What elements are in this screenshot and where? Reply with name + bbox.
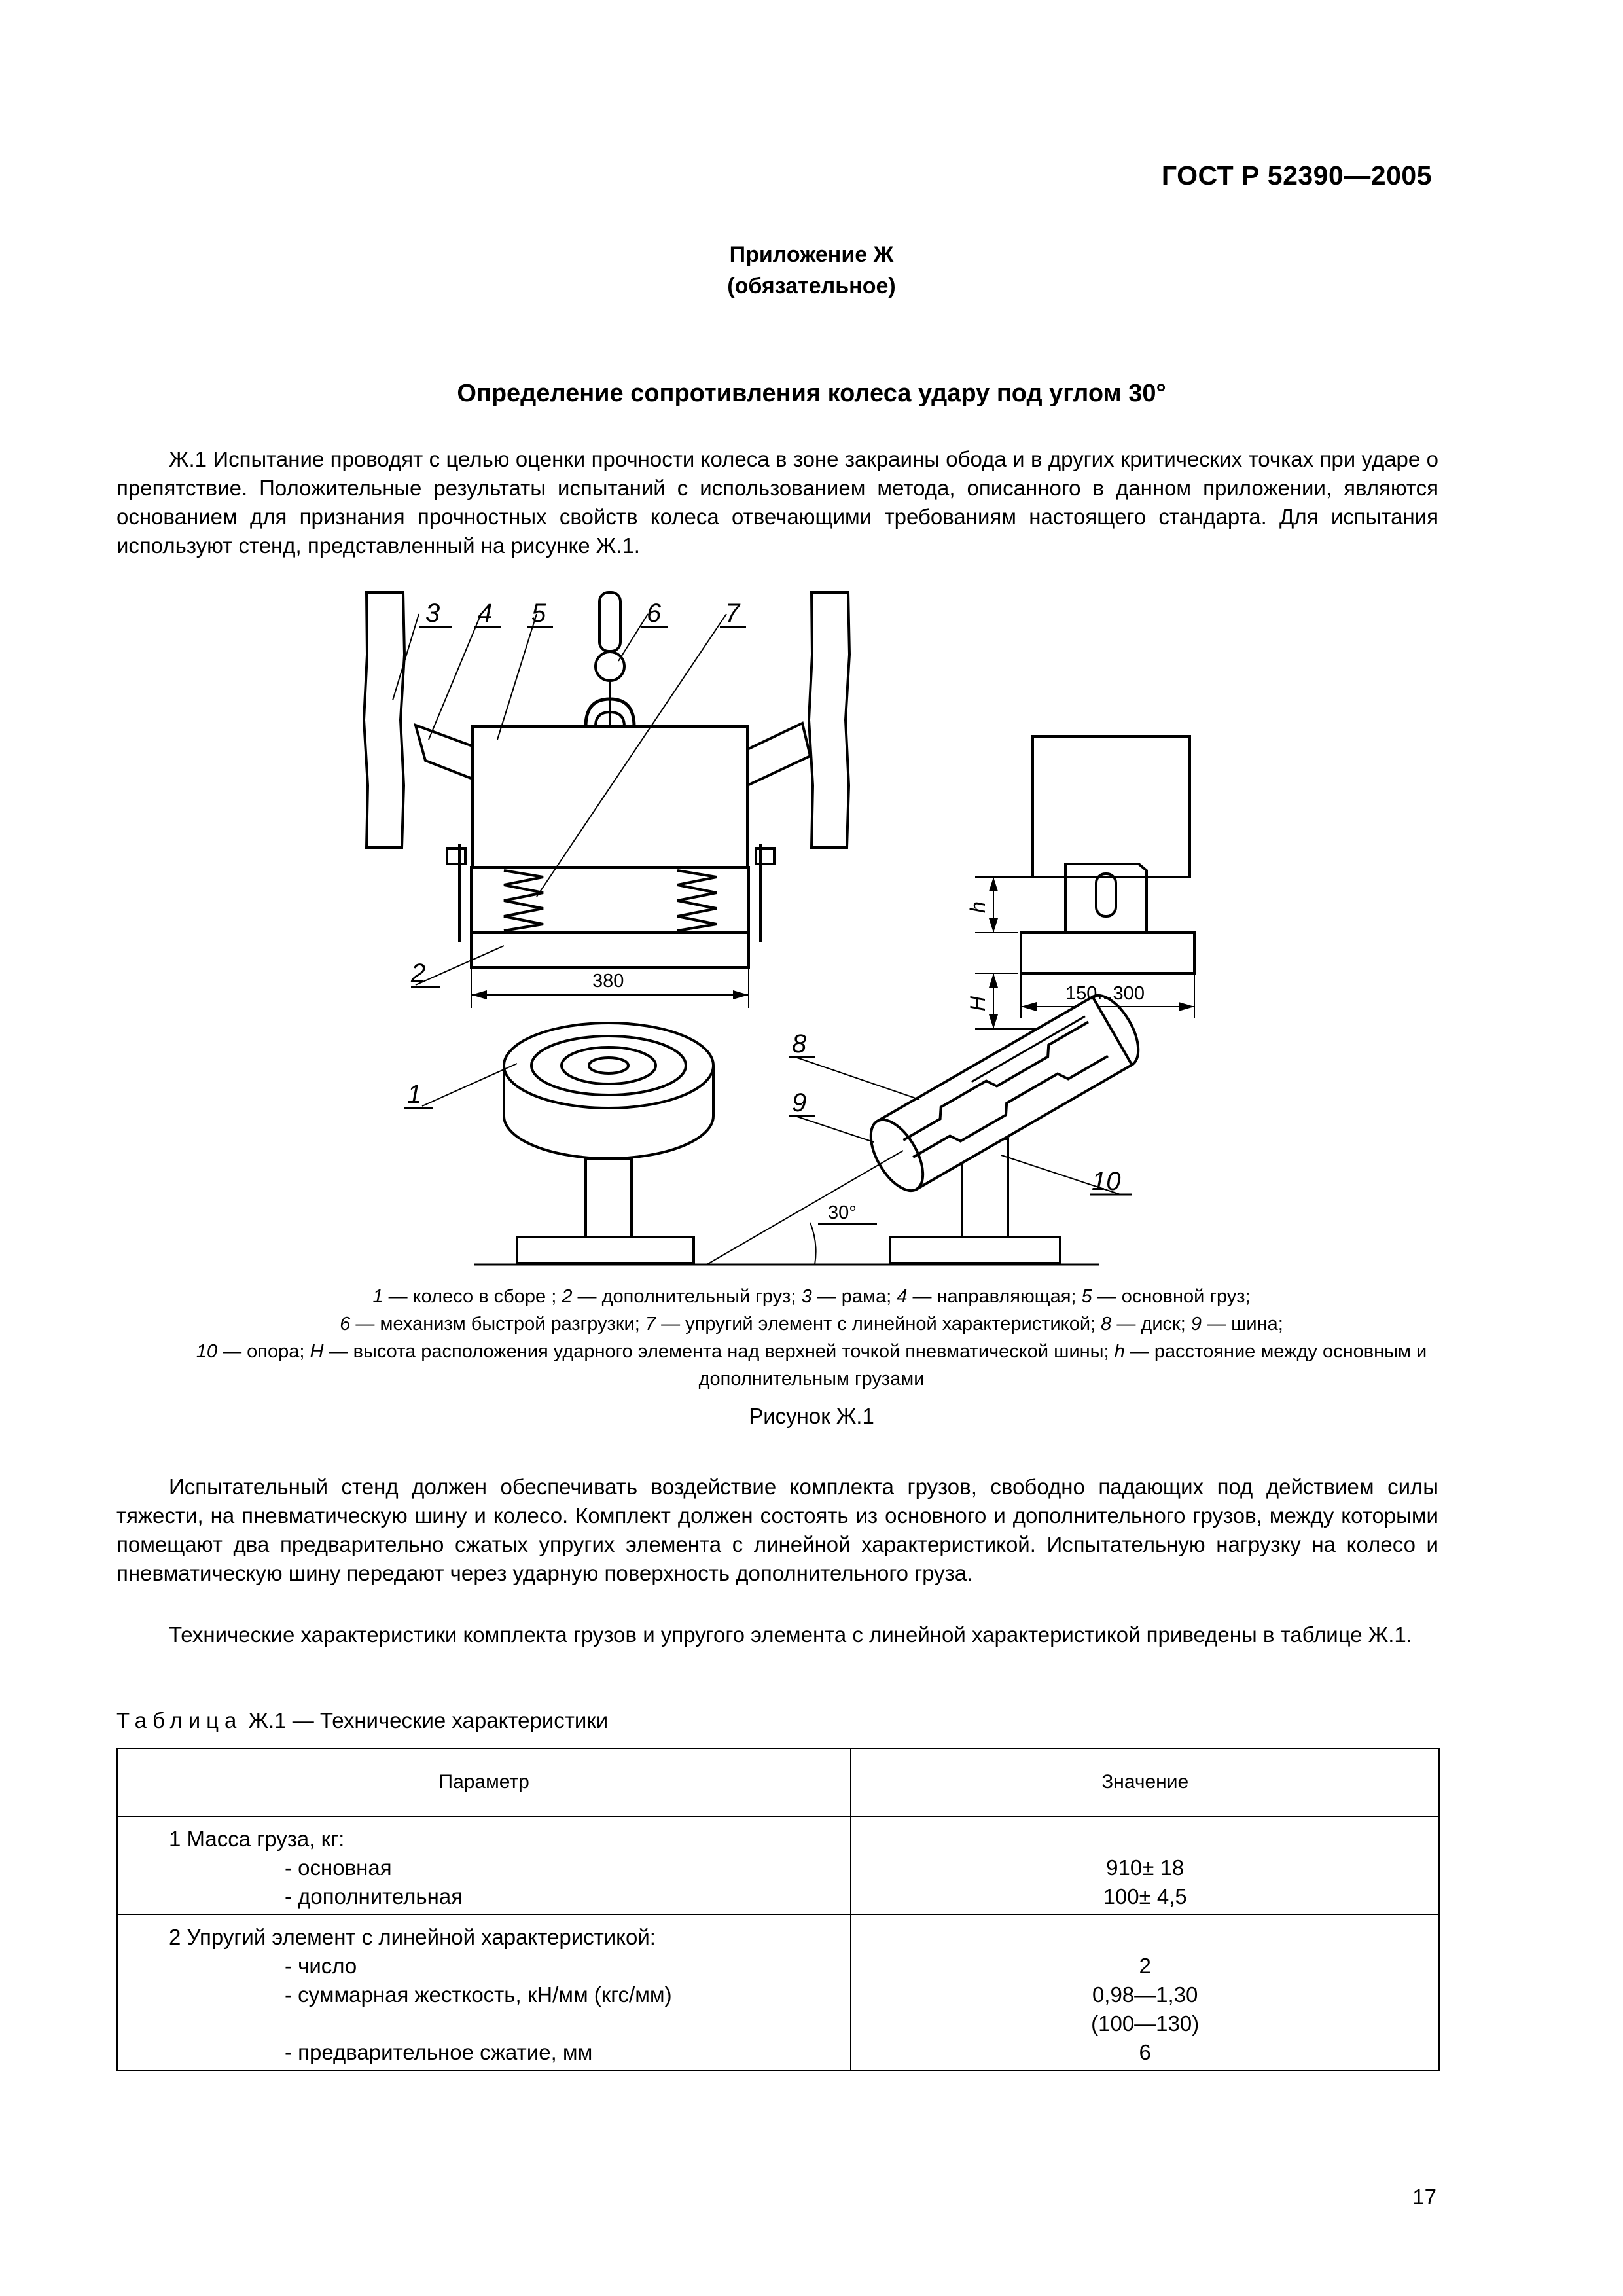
- spring-left: [504, 870, 543, 931]
- page-number: 17: [1412, 2185, 1436, 2209]
- appendix-title: Приложение Ж: [729, 242, 894, 267]
- guide-right: [747, 723, 810, 785]
- label-3: 3: [425, 599, 440, 628]
- spring-right: [677, 870, 717, 931]
- frame-left-column: [364, 592, 404, 848]
- table-title: Таблица Ж.1 — Технические характеристики: [116, 1708, 609, 1732]
- additional-weight: [471, 933, 749, 967]
- gost-code: ГОСТ Р 52390—2005: [1161, 160, 1432, 190]
- frame-right-column: [809, 592, 849, 848]
- guide-left: [416, 725, 473, 779]
- table-row: [117, 1914, 1439, 2070]
- row1-value: 910± 18 100± 4,5: [851, 1816, 1439, 1914]
- angle-30: 30°: [828, 1202, 857, 1223]
- figure-legend: 1 — колесо в сборе ; 2 — дополнительный груз; 3 — рама; 4 — направляющая; 5 — основной груз; 6 — механизм быстрой разгрузки; 7 — упругий элемент с линейной характеристикой; 8 — диск; 9 — шина; 10 — опора; H — высота расположения ударного элемента над верхней точкой пневматической шины; h — расстояние между основным и дополнительным грузами: [196, 1286, 1427, 1390]
- detail-additional-weight: [1021, 933, 1194, 973]
- label-8: 8: [792, 1030, 807, 1058]
- header-value: Значение: [851, 1748, 1439, 1816]
- label-9: 9: [792, 1088, 807, 1117]
- detail-main-weight: [1033, 736, 1190, 877]
- row1-param: 1 Масса груза, кг: - основная - дополнительная: [117, 1816, 851, 1914]
- dim-150-300: 150...300: [1065, 983, 1145, 1004]
- wheel-support-base: [517, 1237, 694, 1263]
- appendix-status: (обязательное): [727, 274, 896, 298]
- paragraph-2-text: Испытательный стенд должен обеспечивать воздействие комплекта грузов, свободно падающих под действием силы тяжести, на пневматическую шину и колесо. Комплект должен состоять из основного и дополнительного грузов, между которыми помещают два предварительно сжатых упругих элемента с линейной характеристикой. Испытательную нагрузку на колесо и пневматическую шину передают через ударную поверхность дополнительного груза.: [116, 1475, 1438, 1585]
- label-7: 7: [725, 599, 740, 628]
- dim-h-label: h: [966, 901, 990, 913]
- label-4: 4: [478, 599, 493, 628]
- spec-table: [116, 1748, 1440, 2071]
- label-6: 6: [647, 599, 662, 628]
- label-2: 2: [411, 959, 426, 988]
- table-row: [117, 1816, 1439, 1914]
- impact-support-base: [890, 1237, 1060, 1263]
- label-1: 1: [407, 1080, 422, 1109]
- paragraph-2: [116, 1473, 1438, 1588]
- label-10: 10: [1092, 1167, 1121, 1196]
- row2-value: 2 0,98—1,30 (100—130) 6: [851, 1914, 1439, 2070]
- dim-380: 380: [592, 971, 624, 992]
- header-param: Параметр: [117, 1748, 851, 1816]
- label-5: 5: [531, 599, 546, 628]
- wheel-tire: [504, 1066, 713, 1158]
- paragraph-1-text: Ж.1 Испытание проводят с целью оценки прочности колеса в зоне закраины обода и в других критических точках при ударе о препятствие. Положительные результаты испытаний с использованием метода, описанного в данном приложении, являются основанием для признания прочностных свойств колеса отвечающими требованиям настоящего стандарта. Для испытания используют стенд, представленный на рисунке Ж.1.: [116, 447, 1438, 558]
- paragraph-3-text: Технические характеристики комплекта грузов и упругого элемента с линейной характеристикой приведены в таблице Ж.1.: [169, 1623, 1412, 1647]
- main-weight: [473, 726, 747, 867]
- dim-H-label: H: [966, 996, 990, 1011]
- section-title: Определение сопротивления колеса удару под углом 30°: [457, 380, 1166, 407]
- paragraph-3: [116, 1621, 1438, 1649]
- row2-param: 2 Упругий элемент с линейной характеристикой: - число - суммарная жесткость, кН/мм (кгс/мм) - предварительное сжатие, мм: [117, 1914, 851, 2070]
- figure-caption: Рисунок Ж.1: [749, 1404, 874, 1428]
- wheel-support-post: [586, 1158, 632, 1237]
- quick-release: [596, 652, 624, 681]
- table-header-row: [117, 1748, 1439, 1816]
